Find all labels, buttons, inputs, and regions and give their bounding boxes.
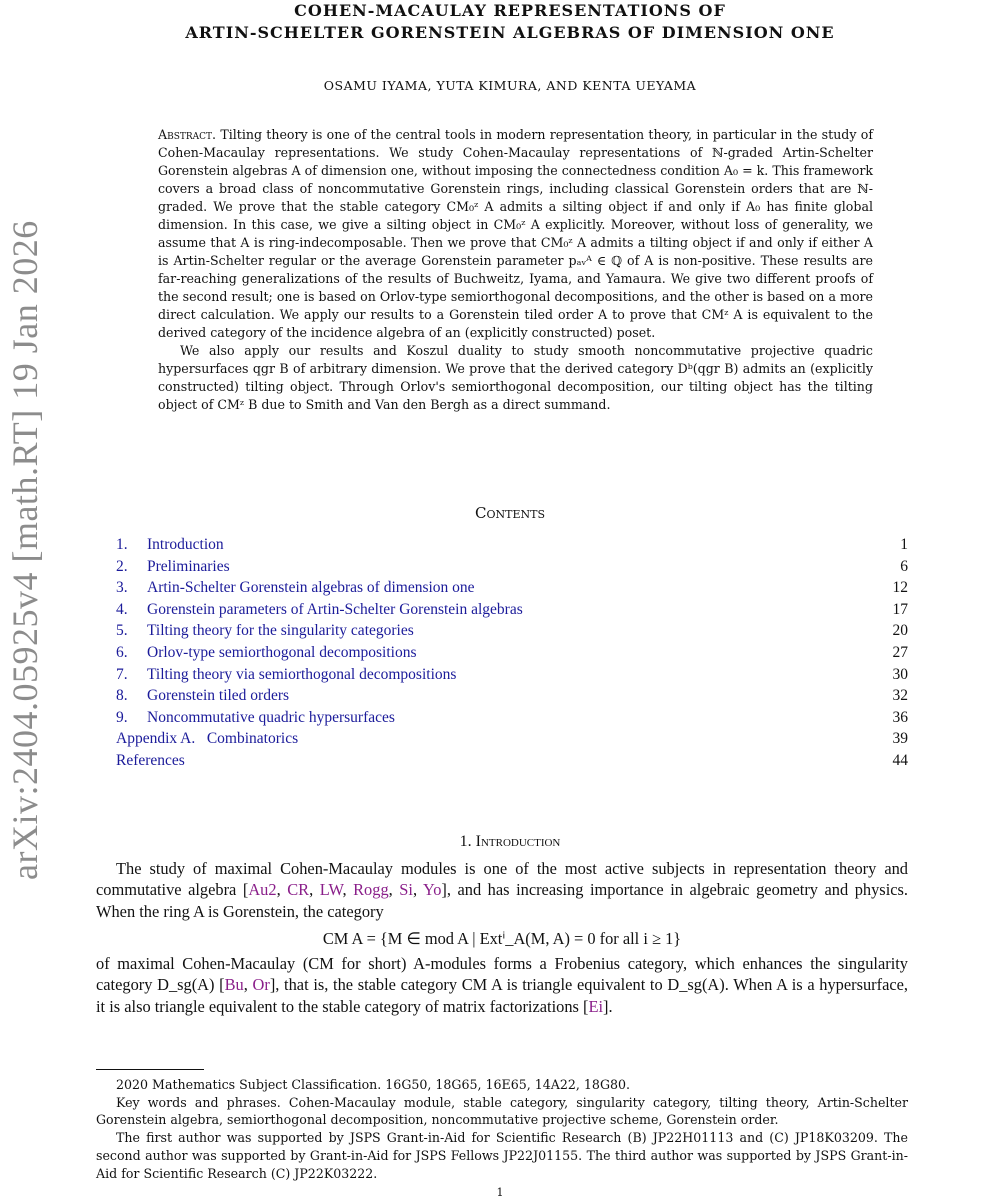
toc-entry[interactable] bbox=[116, 622, 908, 644]
toc-number: 2. bbox=[116, 557, 128, 575]
toc-entry[interactable] bbox=[116, 730, 908, 752]
toc-page: 36 bbox=[892, 708, 908, 726]
citation-link[interactable]: LW bbox=[319, 880, 343, 900]
toc-title: Appendix A. Combinatorics bbox=[116, 730, 299, 748]
abstract-paragraph-1 bbox=[158, 126, 873, 342]
toc-link[interactable] bbox=[116, 752, 185, 770]
intro-paragraph-2: of maximal Cohen-Macaulay (CM for short) A-modules forms a Frobenius category, which enhances the singularity category D_sg(A) [Bu, Or], that is, the stable category CM A is triangle equivalent to D_sg(A). When A is a hypersurface, it is also triangle equivalent to the stable category of matrix factorizations [Ei]. bbox=[96, 954, 909, 1016]
footnote-funding: The first author was supported by JSPS Grant-in-Aid for Scientific Research (B) JP22H01113 and (C) JP18K03209. The second author was supported by Grant-in-Aid for JSPS Fellows JP22J01155. The third author was supported by JSPS Grant-in-Aid for Scientific Research (C) JP22K03222. bbox=[96, 1130, 908, 1181]
toc-page: 30 bbox=[892, 665, 908, 683]
toc-page: 6 bbox=[900, 557, 908, 575]
citation-link[interactable]: CR bbox=[287, 880, 310, 900]
display-equation: CM A = {M ∈ mod A | Extⁱ_A(M, A) = 0 for all i ≥ 1} bbox=[322, 928, 682, 948]
toc-page: 12 bbox=[892, 579, 908, 597]
toc-link[interactable] bbox=[116, 622, 414, 640]
toc-link[interactable] bbox=[116, 601, 523, 619]
title-line-2: ARTIN-SCHELTER GORENSTEIN ALGEBRAS OF DIMENSION ONE bbox=[185, 23, 835, 42]
toc-page: 39 bbox=[892, 730, 908, 748]
footnote-msc: 2020 Mathematics Subject Classification. 16G50, 18G65, 16E65, 14A22, 18G80. bbox=[116, 1077, 631, 1092]
toc-page: 27 bbox=[892, 643, 908, 661]
toc-page: 20 bbox=[892, 622, 908, 640]
toc-link[interactable] bbox=[116, 687, 289, 705]
toc-entry[interactable] bbox=[116, 558, 908, 580]
arxiv-identifier: arXiv:2404.05925v4 [math.RT] 19 Jan 2026 bbox=[5, 220, 45, 880]
toc-heading: Contents bbox=[475, 504, 545, 522]
citation-link[interactable]: Ei bbox=[588, 996, 604, 1016]
toc-entry[interactable] bbox=[116, 536, 908, 558]
toc-number: 8. bbox=[116, 687, 128, 705]
toc-link[interactable] bbox=[116, 666, 456, 684]
toc-link[interactable] bbox=[116, 730, 298, 748]
citation-link[interactable]: Si bbox=[399, 880, 413, 900]
section-heading: 1. Introduction bbox=[459, 833, 561, 850]
intro-text: ]. bbox=[603, 996, 613, 1016]
toc-link[interactable] bbox=[116, 579, 475, 597]
toc-title: Gorenstein tiled orders bbox=[147, 687, 290, 705]
abstract-text-1: Tilting theory is one of the central tools in modern representation theory, in particular in the study of Cohen-Macaulay representations. We study Cohen-Macaulay representations of ℕ-graded Artin-Schelter Gorenstein algebras A of dimension one, without imposing the connectedness condition A₀ = k. This framework covers a broad class of noncommutative Gorenstein rings, including classical Gorenstein orders that are ℕ-graded. We prove that the stable category CM₀ᶻ A admits a silting object if and only if A₀ has finite global dimension. In this case, we give a silting object in CM₀ᶻ A explicitly. Moreover, without loss of generality, we assume that A is ring-indecomposable. Then we prove that CM₀ᶻ A admits a tilting object if and only if either A is Artin-Schelter regular or the average Gorenstein parameter pₐᵥᴬ ∈ ℚ of A is non-positive. These results are far-reaching generalizations of the results of Buchweitz, Iyama, and Yamaura. We give two different proofs of the second result; one is based on Orlov-type semiorthogonal decompositions, and the other is based on a more direct calculation. We apply our results to a Gorenstein tiled order A to prove that CMᶻ A is equivalent to the derived category of the incidence algebra of an (explicitly constructed) poset. bbox=[158, 127, 873, 340]
citation-link[interactable]: Yo bbox=[423, 880, 442, 900]
intro-paragraph-1: The study of maximal Cohen-Macaulay modules is one of the most active subjects in representation theory and commutative algebra [Au2, CR, LW, Rogg, Si, Yo], and has increasing importance in algebraic geometry and physics. When the ring A is Gorenstein, the category bbox=[96, 859, 908, 921]
toc-page: 32 bbox=[892, 687, 908, 705]
toc-entry[interactable] bbox=[116, 687, 908, 709]
toc-number: 9. bbox=[116, 708, 128, 726]
toc-entry[interactable] bbox=[116, 709, 908, 731]
abstract-label: Abstract. bbox=[158, 127, 217, 142]
toc-title: Artin-Schelter Gorenstein algebras of dimension one bbox=[147, 579, 475, 597]
toc-title: References bbox=[116, 751, 185, 769]
toc-entry[interactable] bbox=[116, 666, 908, 688]
paper-title bbox=[110, 0, 910, 44]
footnote-divider bbox=[96, 1069, 204, 1070]
toc-link[interactable] bbox=[116, 536, 224, 554]
citation-link[interactable]: Bu bbox=[224, 975, 244, 995]
toc-title: Preliminaries bbox=[147, 557, 230, 575]
citation-link[interactable]: Au2 bbox=[248, 880, 277, 900]
toc-title: Gorenstein parameters of Artin-Schelter Gorenstein algebras bbox=[147, 600, 523, 618]
intro-text: The study of maximal Cohen-Macaulay modules is one of the most active subjects in representation theory and commutative algebra [ bbox=[96, 859, 908, 900]
toc-title: Tilting theory for the singularity categories bbox=[147, 622, 414, 640]
citation-link[interactable]: Or bbox=[252, 975, 270, 995]
toc-link[interactable] bbox=[116, 709, 395, 727]
toc-entry[interactable] bbox=[116, 579, 908, 601]
citation-link[interactable]: Rogg bbox=[353, 880, 389, 900]
introduction-body bbox=[96, 858, 908, 1017]
toc-link[interactable] bbox=[116, 558, 230, 576]
toc-entry[interactable] bbox=[116, 601, 908, 623]
footnote-keywords: Key words and phrases. Cohen-Macaulay module, stable category, singularity category, tilting theory, Artin-Schelter Gorenstein algebra, semiorthogonal decomposition, noncommutative projective scheme, Gorenstein order. bbox=[96, 1094, 908, 1128]
toc-number: 5. bbox=[116, 622, 128, 640]
footnotes bbox=[96, 1076, 908, 1182]
toc-entry[interactable] bbox=[116, 644, 908, 666]
toc-title: Tilting theory via semiorthogonal decompositions bbox=[147, 665, 457, 683]
title-line-1: COHEN-MACAULAY REPRESENTATIONS OF bbox=[294, 1, 726, 20]
toc-number: 3. bbox=[116, 579, 128, 597]
toc-page: 1 bbox=[900, 536, 908, 553]
page-number: 1 bbox=[496, 1186, 504, 1199]
intro-text: ], and has increasing importance in algebraic geometry and physics. When the ring A is Gorenstein, the category bbox=[96, 880, 908, 921]
intro-text: ], that is, the stable category CM A is triangle equivalent to D_sg(A). When A is a hypersurface, it is also triangle equivalent to the stable category of matrix factorizations [ bbox=[96, 975, 909, 1016]
abstract bbox=[158, 126, 873, 414]
toc-page: 44 bbox=[892, 751, 908, 769]
toc-number: 1. bbox=[116, 536, 128, 553]
toc-page: 17 bbox=[892, 600, 908, 618]
toc-entry[interactable] bbox=[116, 752, 908, 774]
toc-title: Orlov-type semiorthogonal decompositions bbox=[147, 643, 417, 661]
author-list: OSAMU IYAMA, YUTA KIMURA, AND KENTA UEYAMA bbox=[323, 78, 697, 93]
toc-title: Introduction bbox=[147, 536, 224, 553]
abstract-paragraph-2: We also apply our results and Koszul duality to study smooth noncommutative projective quadric hypersurfaces qgr B of arbitrary dimension. We prove that the derived category Dᵇ(qgr B) admits an (explicitly constructed) tilting object. Through Orlov's semiorthogonal decomposition, our tilting object has the tilting object of CMᶻ B due to Smith and Van den Bergh as a direct summand. bbox=[158, 343, 873, 412]
toc-number: 6. bbox=[116, 643, 128, 661]
toc-title: Noncommutative quadric hypersurfaces bbox=[147, 708, 395, 726]
intro-text: of maximal Cohen-Macaulay (CM for short) A-modules forms a Frobenius category, which enhances the singularity category D_sg(A) [ bbox=[96, 954, 908, 995]
toc-number: 4. bbox=[116, 600, 128, 618]
toc-link[interactable] bbox=[116, 644, 417, 662]
table-of-contents bbox=[116, 536, 908, 774]
toc-number: 7. bbox=[116, 665, 128, 683]
